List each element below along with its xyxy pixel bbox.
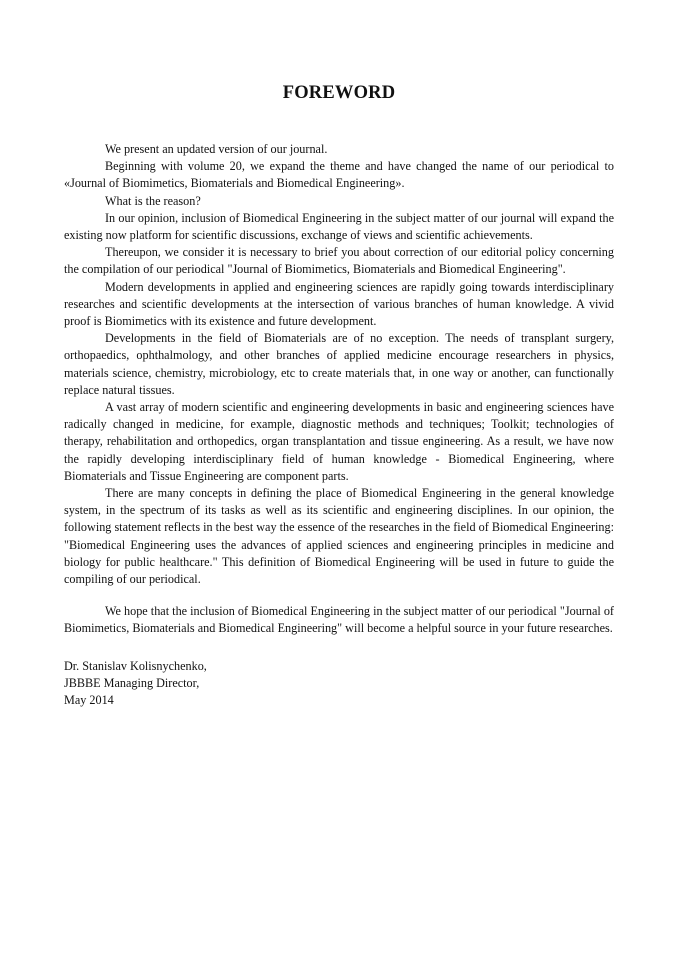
signature-position: JBBBE Managing Director, — [64, 675, 200, 690]
signature-block — [64, 658, 614, 710]
signature-date: May 2014 — [64, 693, 114, 708]
closing-paragraph: We hope that the inclusion of Biomedical Engineering in the subject matter of our periodical "Journal of Biomimetics, Biomaterials and Biomedical Engineering" will become a helpful source in your future researches. — [64, 604, 614, 636]
document-page — [64, 82, 614, 709]
paragraph-9: There are many concepts in defining the place of Biomedical Engineering in the general knowledge system, in the spectrum of its tasks as well as its scientific and engineering disciplines. In our opinion, the following statement reflects in the best way the essence of the researches in the field of Biomedical Engineering: "Biomedical Engineering uses the advances of applied sciences and engineering principles in medicine and biology for public healthcare." This definition of Biomedical Engineering will be used in future to guide the compiling of our periodical. — [64, 486, 614, 587]
paragraph-6: Modern developments in applied and engineering sciences are rapidly going towards interdisciplinary researches and scientific developments at the intersection of various branches of human knowledge. A vivid proof is Biomimetics with its existence and future development. — [64, 279, 614, 329]
paragraph-8: A vast array of modern scientific and engineering developments in basic and engineering sciences have radically changed in medicine, for example, diagnostic methods and techniques; Toolkit; technologies of therapy, rehabilitation and orthopedics, organ transplantation and tissue engineering. As a result, we have now the rapidly developing interdisciplinary field of human knowledge - Biomedical Engineering, where Biomaterials and Tissue Engineering are component parts. — [64, 400, 614, 483]
signature-name: Dr. Stanislav Kolisnychenko, — [64, 658, 207, 673]
paragraph-4: In our opinion, inclusion of Biomedical Engineering in the subject matter of our journal will expand the existing now platform for scientific discussions, exchange of views and scientific achievements. — [64, 210, 614, 243]
paragraph-7: Developments in the field of Biomaterials are of no exception. The needs of transplant surgery, orthopaedics, ophthalmology, and other branches of applied medicine encourage researchers in physics, materials science, chemistry, microbiology, etc to create materials that, in one way or another, can functionally replace natural tissues. — [64, 331, 614, 397]
page-title: FOREWORD — [282, 83, 396, 103]
paragraph-spacer — [64, 588, 614, 603]
signature-spacer — [64, 638, 614, 658]
paragraph-5: Thereupon, we consider it is necessary to brief you about correction of our editorial policy concerning the compilation of our periodical "Journal of Biomimetics, Biomaterials and Biomedical Engineering". — [64, 245, 614, 277]
paragraph-2: Beginning with volume 20, we expand the theme and have changed the name of our periodical to «Journal of Biomimetics, Biomaterials and Biomedical Engineering». — [64, 159, 614, 191]
paragraph-1: We present an updated version of our journal. — [105, 142, 328, 156]
paragraph-3: What is the reason? — [105, 193, 201, 208]
